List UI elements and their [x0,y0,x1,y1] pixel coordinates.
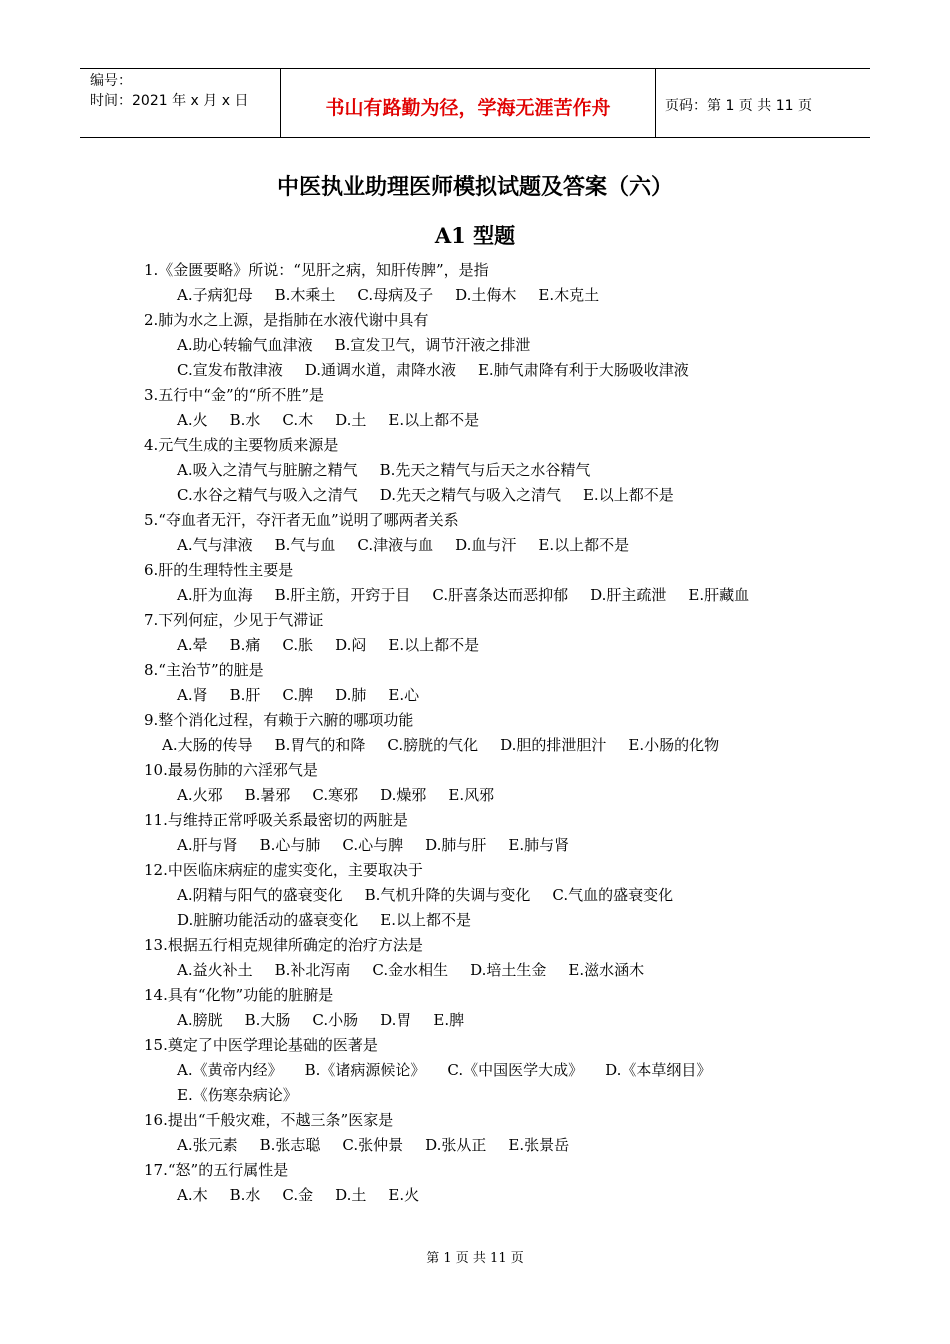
header-meta [80,69,280,137]
option: B.痛 [229,636,261,654]
option: D.土 [335,411,367,429]
option: B.木乘土 [274,286,336,304]
options-12b [144,908,824,933]
question-2: 2.肺为水之上源，是指肺在水液代谢中具有 [144,311,429,329]
question-10: 10.最易伤肺的六淫邪气是 [144,761,318,779]
question-9: 9.整个消化过程，有赖于六腑的哪项功能 [144,711,414,729]
options-1 [144,283,824,308]
number-label: 编号： [90,73,132,89]
options-15a [144,1058,824,1083]
question-5: 5.“夺血者无汗，夺汗者无血”说明了哪两者关系 [144,511,459,529]
option: B.心与肺 [259,836,321,854]
option: B.先天之精气与后天之水谷精气 [379,461,591,479]
option: B.宣发卫气，调节汗液之排泄 [334,336,531,354]
option: E.脾 [433,1011,465,1029]
option: A.肝与肾 [177,836,238,854]
option: E.风邪 [448,786,495,804]
option: C.母病及子 [357,286,434,304]
option: A.子病犯母 [177,286,253,304]
option: A.吸入之清气与脏腑之精气 [177,461,358,479]
option: C.津液与血 [357,536,434,554]
option: B.肝主筋，开窍于目 [274,586,411,604]
options-11 [144,833,824,858]
option: A.肾 [177,686,208,704]
options-2b [144,358,824,383]
option: D.肺 [335,686,367,704]
question-6: 6.肝的生理特性主要是 [144,561,294,579]
options-2a [144,333,824,358]
option: A.大肠的传导 [162,736,253,754]
option: E.《伤寒杂病论》 [177,1086,298,1104]
option: D.肺与肝 [425,836,487,854]
option: A.晕 [177,636,208,654]
question-17: 17.“怒”的五行属性是 [144,1161,289,1179]
time-label: 时间：2021 年 x 月 x 日 [90,93,249,109]
question-1: 1.《金匮要略》所说：“见肝之病，知肝传脾”，是指 [144,261,489,279]
option: C.水谷之精气与吸入之清气 [177,486,358,504]
option: E.肝藏血 [688,586,750,604]
option: D.肝主疏泄 [590,586,667,604]
option: E.以上都不是 [582,486,674,504]
option: B.胃气的和降 [274,736,366,754]
option: A.益火补土 [177,961,253,979]
document-title: 中医执业助理医师模拟试题及答案（六） [276,175,673,200]
option: D.血与汗 [455,536,517,554]
option: E.肺与肾 [508,836,570,854]
option: E.小肠的化物 [628,736,720,754]
option: E.以上都不是 [388,411,480,429]
option: E.以上都不是 [538,536,630,554]
option: C.心与脾 [342,836,404,854]
options-5 [144,533,824,558]
page-header [80,68,870,138]
option: B.《诸病源候论》 [304,1061,426,1079]
option: E.木克土 [538,286,600,304]
options-8 [144,683,824,708]
question-4: 4.元气生成的主要物质来源是 [144,436,339,454]
option: E.以上都不是 [380,911,471,929]
page-info: 页码：第 1 页 共 11 页 [665,98,812,114]
options-13 [144,958,824,983]
options-4b [144,483,824,508]
option: A.张元素 [177,1136,238,1154]
question-12: 12.中医临床病症的虚实变化，主要取决于 [144,861,423,879]
option: C.金水相生 [372,961,449,979]
page-footer: 第 1 页 共 11 页 [426,1251,524,1266]
option: A.助心转输气血津液 [177,336,313,354]
question-11: 11.与维持正常呼吸关系最密切的两脏是 [144,811,408,829]
option: B.张志聪 [259,1136,321,1154]
motto: 书山有路勤为径，学海无涯苦作舟 [325,97,611,119]
options-17 [144,1183,824,1208]
options-4a [144,458,824,483]
option: B.气与血 [274,536,336,554]
options-12a [144,883,824,908]
options-7 [144,633,824,658]
question-13: 13.根据五行相克规律所确定的治疗方法是 [144,936,423,954]
option: A.火 [177,411,208,429]
option: D.《本草纲目》 [605,1061,712,1079]
option: A.膀胱 [177,1011,223,1029]
option: C.胀 [282,636,314,654]
option: B.补北泻南 [274,961,351,979]
options-6 [144,583,824,608]
question-7: 7.下列何症，少见于气滞证 [144,611,324,629]
option: D.土 [335,1186,367,1204]
option: D.培土生金 [470,961,547,979]
option: B.大肠 [244,1011,291,1029]
question-list [144,258,824,1208]
option: B.肝 [229,686,261,704]
option: C.张仲景 [342,1136,404,1154]
option: C.金 [282,1186,314,1204]
options-14 [144,1008,824,1033]
option: C.《中国医学大成》 [447,1061,584,1079]
option: D.脏腑功能活动的盛衰变化 [177,911,359,929]
question-15: 15.奠定了中医学理论基础的医著是 [144,1036,378,1054]
option: B.气机升降的失调与变化 [364,886,531,904]
option: B.水 [229,1186,261,1204]
options-16 [144,1133,824,1158]
option: D.胃 [380,1011,412,1029]
header-motto-cell [280,69,656,137]
option: E.张景岳 [508,1136,570,1154]
option: D.胆的排泄胆汁 [500,736,607,754]
option: A.木 [177,1186,208,1204]
option: C.木 [282,411,314,429]
option: C.膀胱的气化 [387,736,479,754]
option: C.肝喜条达而恶抑郁 [432,586,569,604]
option: D.燥邪 [380,786,427,804]
option: D.张从正 [425,1136,487,1154]
option: C.小肠 [312,1011,359,1029]
options-3 [144,408,824,433]
options-10 [144,783,824,808]
option: C.宣发布散津液 [177,361,283,379]
options-9 [144,733,824,758]
question-8: 8.“主治节”的脏是 [144,661,264,679]
question-14: 14.具有“化物”功能的脏腑是 [144,986,334,1004]
option: A.火邪 [177,786,223,804]
option: A.气与津液 [177,536,253,554]
option: A.《黄帝内经》 [177,1061,283,1079]
option: A.肝为血海 [177,586,253,604]
option: B.暑邪 [244,786,291,804]
option: C.气血的盛衰变化 [552,886,674,904]
option: D.土侮木 [455,286,517,304]
option: E.肺气肃降有利于大肠吸收津液 [477,361,689,379]
question-3: 3.五行中“金”的“所不胜”是 [144,386,324,404]
question-16: 16.提出“千般灾难，不越三条”医家是 [144,1111,394,1129]
option: E.以上都不是 [388,636,480,654]
option: E.火 [388,1186,420,1204]
option: B.水 [229,411,261,429]
option: A.阴精与阳气的盛衰变化 [177,886,343,904]
options-15b [144,1083,824,1108]
section-title: A1 型题 [434,223,516,248]
option: C.脾 [282,686,314,704]
option: E.滋水涵木 [568,961,645,979]
option: D.先天之精气与吸入之清气 [379,486,561,504]
option: D.闷 [335,636,367,654]
option: D.通调水道，肃降水液 [304,361,456,379]
option: C.寒邪 [312,786,359,804]
option: E.心 [388,686,420,704]
